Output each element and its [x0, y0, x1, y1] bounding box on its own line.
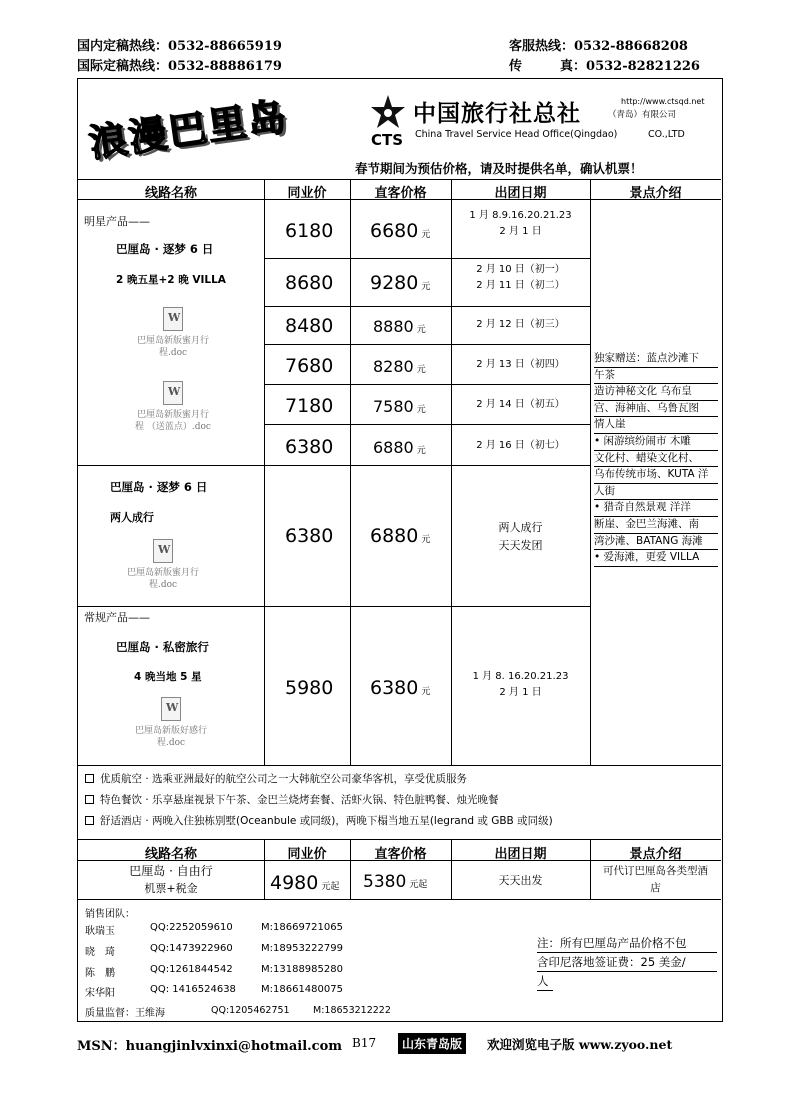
brand-city: （青岛）有限公司: [608, 110, 677, 120]
star-trade-3: 8480: [285, 315, 334, 337]
free-header-dates: 出团日期: [494, 847, 547, 862]
sales-title: 销售团队：: [85, 909, 135, 920]
staff-mobile-3: M:13188985280: [261, 964, 343, 975]
staff-name-1: 耿瑞玉: [85, 926, 115, 937]
star-trade-6: 6380: [285, 436, 334, 458]
free-scenic: 可代订巴厘岛各类型酒 店: [603, 865, 708, 894]
fax-line: [509, 55, 700, 74]
supervisor-qq: QQ:1205462751: [211, 1005, 290, 1016]
staff-qq-3: QQ:1261844542: [150, 964, 233, 975]
regular-route-sub: 4 晚当地 5 星: [134, 671, 202, 683]
star-direct-5: 7580 元: [373, 397, 426, 416]
word-doc-icon: [153, 539, 173, 563]
star-trade-1: 6180: [285, 220, 334, 242]
visa-note: 注：所有巴厘岛产品价格不包 含印尼落地签证费：25 美金/ 人: [537, 934, 717, 991]
header-scenic: 景点介绍: [629, 186, 682, 201]
staff-mobile-4: M:18661480075: [261, 984, 343, 995]
word-doc-icon: [163, 307, 183, 331]
star-route-name: 巴厘岛 · 逐梦 6 日: [116, 242, 214, 256]
star-dates-6: 2 月 16 日（初七）: [476, 440, 565, 451]
regular-trade: 5980: [285, 677, 334, 699]
regular-route-name: 巴厘岛 · 私密旅行: [116, 640, 209, 654]
staff-name-2: 晓 琦: [85, 947, 115, 958]
free-header-route: 线路名称: [144, 847, 197, 862]
two-doc[interactable]: W 巴厘岛新版蜜月行 程.doc: [108, 539, 218, 591]
supervisor-name: 质量监督：王维海: [85, 1008, 165, 1019]
main-frame: [77, 78, 723, 1022]
star-direct-1: 6680 元: [370, 220, 431, 242]
star-dates-3: 2 月 12 日（初三）: [476, 319, 565, 330]
checkbox-icon: [85, 816, 94, 825]
banner-title-block: [82, 83, 346, 181]
staff-name-3: 陈 鹏: [85, 968, 115, 979]
footer-msn[interactable]: MSN：huangjinlvxinxi@hotmail.com: [77, 1039, 342, 1054]
brand-en: China Travel Service Head Office(Qingdao): [415, 129, 618, 140]
two-trade: 6380: [285, 525, 334, 547]
brand-abbr: CTS: [371, 131, 404, 149]
star-doc-1[interactable]: W 巴厘岛新版蜜月行 程.doc: [118, 307, 228, 359]
footer-edition: 山东青岛版: [398, 1033, 466, 1054]
notice: 春节期间为预估价格，请及时提供名单，确认机票！: [355, 161, 643, 176]
fax-label-2: 真：: [560, 59, 587, 74]
free-dates: 天天出发: [498, 874, 543, 887]
staff-qq-4: QQ: 1416524638: [150, 984, 236, 995]
star-doc-2[interactable]: W 巴厘岛新版蜜月行 程 （送蓝点）.doc: [118, 381, 228, 433]
star-route-sub: 2 晚五星+2 晚 VILLA: [116, 274, 226, 286]
footer-page: B17: [352, 1036, 377, 1050]
star-trade-4: 7680: [285, 355, 334, 377]
intl-hotline: 国际定稿热线：0532-88886179: [77, 59, 282, 74]
brand-url: http://www.ctsqd.net: [621, 97, 705, 106]
two-direct: 6880 元: [370, 525, 431, 547]
star-dates-2: 2 月 10 日（初一） 2 月 11 日（初二）: [476, 264, 565, 291]
regular-category: 常规产品——: [84, 611, 150, 624]
free-header-scenic: 景点介绍: [629, 847, 682, 862]
header-route: 线路名称: [144, 186, 197, 201]
banner-title: 浪漫巴里岛: [86, 93, 291, 166]
regular-dates: 1 月 8. 16.20.21.23 2 月 1 日: [472, 671, 569, 698]
feature-airline: 优质航空 · 选乘亚洲最好的航空公司之一大韩航空公司豪华客机，享受优质服务: [85, 771, 467, 786]
regular-direct: 6380 元: [370, 677, 431, 699]
two-route-sub: 两人成行: [110, 511, 154, 524]
fax-number: 0532-82821226: [586, 59, 700, 74]
checkbox-icon: [85, 795, 94, 804]
header-trade-price: 同业价: [287, 186, 327, 201]
star-trade-5: 7180: [285, 395, 334, 417]
staff-qq-2: QQ:1473922960: [150, 943, 233, 954]
star-dates-1: 1 月 8.9.16.20.21.23 2 月 1 日: [469, 210, 572, 237]
footer-welcome[interactable]: 欢迎浏览电子版 www.zyoo.net: [487, 1037, 673, 1052]
brand-en-suffix: CO.,LTD: [648, 129, 685, 140]
two-dates: 两人成行 天天发团: [498, 521, 543, 552]
service-hotline: 客服热线：0532-88668208: [509, 39, 688, 54]
star-dates-5: 2 月 14 日（初五）: [476, 399, 565, 410]
staff-qq-1: QQ:2252059610: [150, 922, 233, 933]
feature-dining: 特色餐饮 · 乐享悬崖视景下午茶、金巴兰烧烤套餐、活虾火锅、特色脏鸭餐、烛光晚餐: [85, 792, 499, 807]
checkbox-icon: [85, 774, 94, 783]
free-direct: 5380 元起: [363, 872, 428, 892]
word-doc-icon: [163, 381, 183, 405]
two-route-name: 巴厘岛 · 逐梦 6 日: [110, 480, 208, 494]
free-header-trade: 同业价: [287, 847, 327, 862]
star-direct-4: 8280 元: [373, 357, 426, 376]
staff-mobile-1: M:18669721065: [261, 922, 343, 933]
header-dates: 出团日期: [494, 186, 547, 201]
word-doc-icon: [161, 697, 181, 721]
star-direct-2: 9280 元: [370, 272, 431, 294]
staff-mobile-2: M:18953222799: [261, 943, 343, 954]
star-direct-6: 6880 元: [373, 438, 426, 457]
header-direct-price: 直客价格: [374, 186, 427, 201]
staff-name-4: 宋华阳: [85, 988, 115, 999]
star-trade-2: 8680: [285, 272, 334, 294]
star-direct-3: 8880 元: [373, 317, 426, 336]
fax-label: 传: [509, 59, 523, 74]
domestic-hotline: 国内定稿热线：0532-88665919: [77, 39, 282, 54]
free-trade: 4980 元起: [270, 872, 340, 894]
free-header-direct: 直客价格: [374, 847, 427, 862]
scenic-intro: 独家赠送：蓝点沙滩下 午茶 造访神秘文化 乌布皇 宫、海神庙、乌鲁瓦图 情人崖 • 闲游缤纷闹市 木雕 文化村、蜡染文化村、 乌布传统市场、KUTA 洋 人街 • 猎奇自然景观 洋洋 断崖、金巴兰海滩、南 湾沙滩、BATANG 海滩 • 爱海滩，更爱 VILLA: [594, 351, 718, 567]
feature-hotel: 舒适酒店 · 两晚入住独栋别墅(Oceanbule 或同级)，两晚下榻当地五星(legrand 或 GBB 或同级): [85, 813, 553, 828]
star-category: 明星产品——: [84, 215, 150, 228]
star-dates-4: 2 月 13 日（初四）: [476, 359, 565, 370]
supervisor-mobile: M:18653212222: [313, 1005, 391, 1016]
free-route: 巴厘岛 · 自由行 机票+税金: [129, 864, 213, 895]
regular-doc[interactable]: W 巴厘岛新版好感行 程.doc: [116, 697, 226, 749]
brand-cn: 中国旅行社总社: [413, 100, 581, 127]
